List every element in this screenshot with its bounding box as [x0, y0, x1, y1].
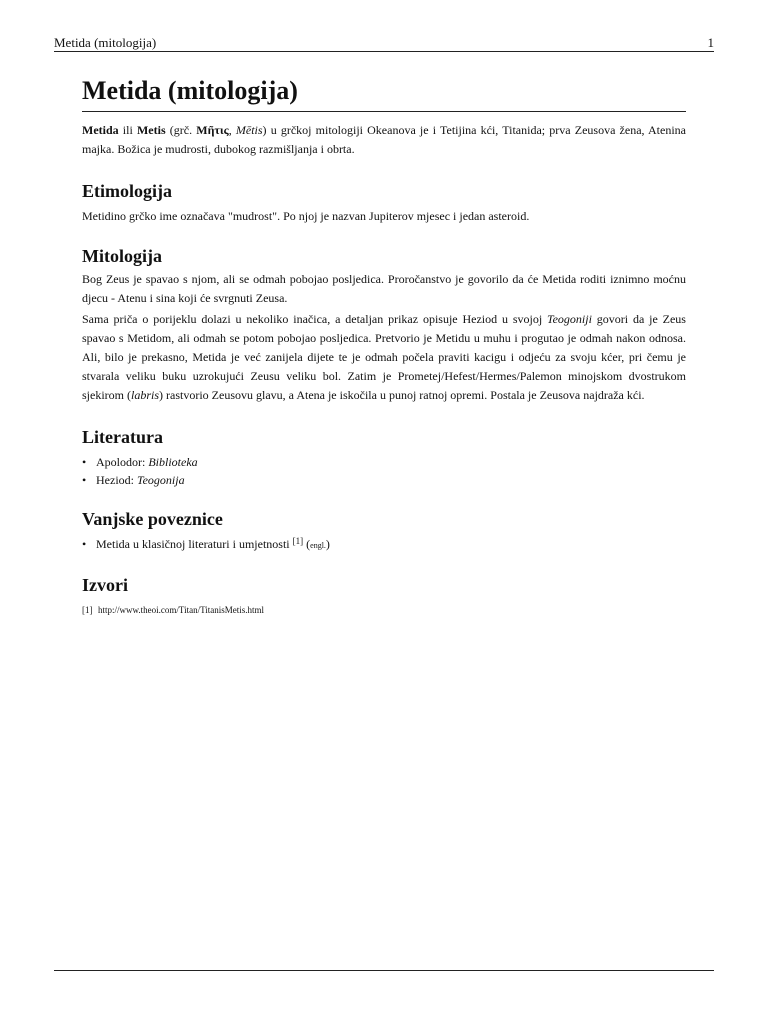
list-item-prefix: Heziod:: [96, 473, 137, 487]
greek-name: Μῆτις: [196, 123, 229, 137]
list-item: [82, 471, 686, 489]
list-item-title: Biblioteka: [148, 455, 198, 469]
lead-paragraph: [82, 121, 686, 159]
list-item-title: Teogonija: [137, 473, 185, 487]
paragraph-text: ) rastvorio Zeusovu glavu, a Atena je iskočila u punoj ratnoj opremi. Postala je Zeusova najdraža kći.: [159, 388, 645, 402]
lead-text: ,: [228, 123, 236, 137]
mitologija-paragraph-2: [82, 310, 686, 405]
language-tag: engl.: [310, 541, 326, 550]
running-header: [54, 35, 714, 52]
labris-italic: labris: [131, 388, 160, 402]
heading-literatura: Literatura: [82, 427, 163, 447]
footer-divider: [54, 970, 714, 971]
article: [82, 72, 686, 617]
reference-item: [82, 603, 686, 617]
teogoniji-italic: Teogoniji: [547, 312, 592, 326]
running-header-title: Metida (mitologija): [54, 35, 157, 50]
heading-etimologija: Etimologija: [82, 181, 172, 201]
list-item: [82, 453, 686, 471]
list-item: [82, 535, 686, 555]
lead-text: ) u grčkoj mitologiji Okeanova je i Tetijina kći, Titanida; prva Zeusova žena, Atenina majka. Božica je mudrosti, dubokog razmišljanja i obrta.: [82, 123, 686, 156]
reference-url[interactable]: http://www.theoi.com/Titan/TitanisMetis.html: [98, 605, 265, 615]
page-number: 1: [707, 35, 714, 50]
mitologija-paragraph-1: Bog Zeus je spavao s njom, ali se odmah pobojao posljedica. Proročanstvo je govorilo da će Metida roditi iznimno moćnu djecu - Atenu i sina koji će svrgnuti Zeusa.: [82, 272, 686, 305]
heading-izvori: Izvori: [82, 575, 128, 595]
transliteration: Mētis: [235, 123, 263, 137]
paren: (: [303, 537, 311, 551]
heading-vanjske-poveznice: Vanjske poveznice: [82, 509, 223, 529]
bullet-icon: •: [82, 473, 87, 487]
page-title: Metida (mitologija): [82, 72, 686, 112]
references-list: [82, 603, 686, 617]
bullet-icon: •: [82, 537, 87, 551]
external-link[interactable]: Metida u klasičnoj literaturi i umjetnosti: [96, 537, 293, 551]
paragraph-text: Sama priča o porijeklu dolazi u nekoliko inačica, a detaljan prikaz opisuje Heziod u svojoj: [82, 312, 548, 326]
lead-name-metida: Metida: [82, 123, 119, 137]
reference-marker[interactable]: [1]: [292, 536, 304, 546]
list-item-prefix: Apolodor:: [96, 455, 149, 469]
reference-number: [1]: [82, 605, 93, 615]
paragraph-text: govori da je Zeus spavao s Metidom, ali odmah se potom pobojao posljedica. Pretvorio je Metidu u muhu i progutao je odmah nakon odnosa. Ali, bilo je prekasno, Metida je već zanijela dijete te je odmah počela praviti kacigu i odjeću za svoju kćer, pri čemu je stvarala veliku buku uzrokujući Zeusu veliku bol. Zatim je Prometej/Hefest/Hermes/Palemon minojskom dvostrukom sjekirom (: [82, 312, 686, 402]
lead-text: (grč.: [165, 123, 197, 137]
lead-name-metis: Metis: [136, 123, 166, 137]
paren: ): [325, 537, 330, 551]
heading-mitologija: Mitologija: [82, 246, 162, 266]
vanjske-list: [82, 535, 686, 555]
etimologija-paragraph: Metidino grčko ime označava "mudrost". Po njoj je nazvan Jupiterov mjesec i jedan asteroid.: [82, 209, 530, 223]
literatura-list: [82, 453, 686, 489]
bullet-icon: •: [82, 455, 87, 469]
lead-text: ili: [118, 123, 137, 137]
